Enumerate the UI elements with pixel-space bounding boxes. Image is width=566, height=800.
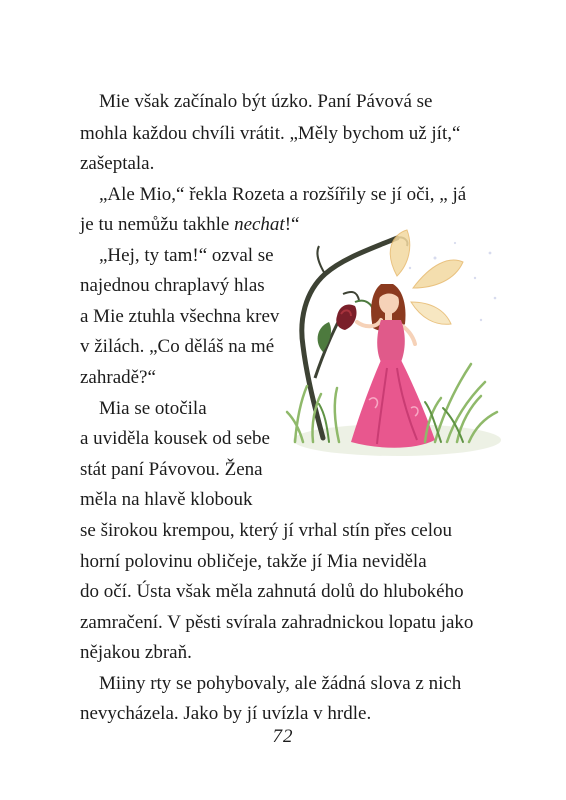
text-line: nevycházela. Jako by jí uvízla v hrdle. (80, 703, 372, 724)
text-line: horní polovinu obličeje, takže jí Mia neviděla (80, 551, 427, 572)
text-line: a Mie ztuhla všechna krev (80, 306, 280, 327)
italic-word: nechat (234, 214, 285, 235)
text-line: „Ale Mio,“ řekla Rozeta a rozšířily se jí oči, „ já (99, 184, 467, 205)
text-line: „Hej, ty tam!“ ozval se (99, 245, 274, 266)
text-line: Mie však začínalo být úzko. Paní Pávová se (99, 91, 433, 112)
text-line: Miiny rty se pohybovaly, ale žádná slova z nich (99, 673, 462, 694)
fairy-illustration (285, 228, 507, 463)
text-line: Mia se otočila (99, 398, 207, 419)
text-line: měla na hlavě klobouk (80, 489, 253, 510)
text-line: zahradě?“ (80, 367, 156, 388)
text-line: stát paní Pávovou. Žena (80, 459, 263, 480)
text-line: v žilách. „Co děláš na mé (80, 336, 275, 357)
text-line: najednou chraplavý hlas (80, 275, 265, 296)
text-line: nějakou zbraň. (80, 642, 192, 663)
text-line: se širokou krempou, který jí vrhal stín přes celou (80, 520, 453, 541)
text-line: mohla každou chvíli vrátit. „Měly bychom už jít,“ (80, 123, 461, 144)
text-line: zašeptala. (80, 153, 155, 174)
text-span: !“ (284, 214, 300, 235)
text-line: a uviděla kousek od sebe (80, 428, 270, 449)
text-line (80, 213, 299, 237)
text-line: do očí. Ústa však měla zahnutá dolů do hlubokého (80, 581, 464, 602)
page-number: 72 (272, 726, 294, 747)
text-span: je tu nemůžu takhle (80, 214, 235, 235)
text-line: zamračení. V pěsti svírala zahradnickou lopatu jako (80, 612, 474, 633)
